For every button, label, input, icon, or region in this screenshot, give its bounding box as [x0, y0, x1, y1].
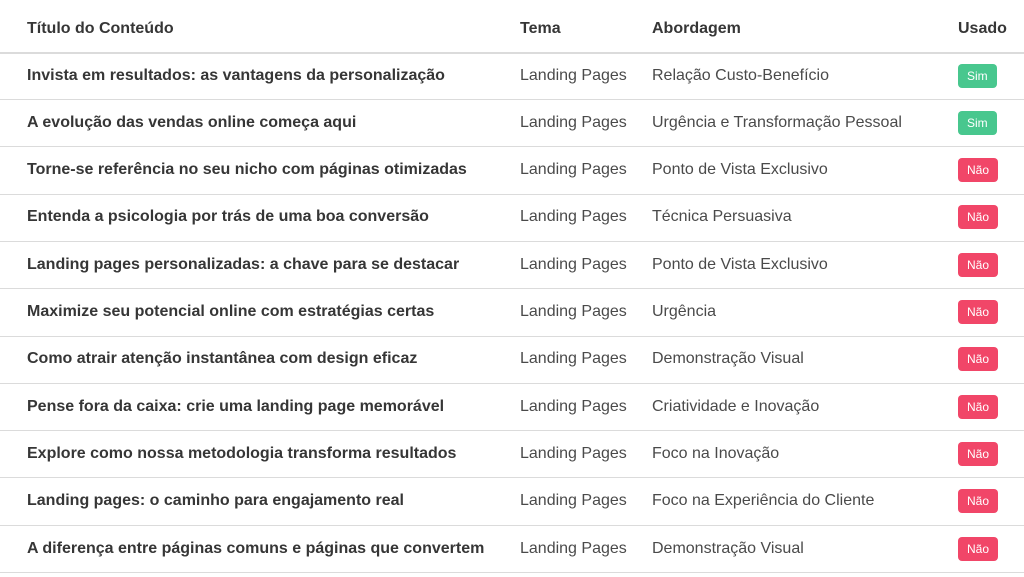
row-used: [958, 99, 1018, 146]
row-approach: Foco na Inovação: [652, 444, 780, 462]
row-used: [958, 147, 1018, 194]
row-title: Torne-se referência no seu nicho com páginas otimizadas: [27, 161, 467, 179]
row-used: [958, 241, 1018, 288]
header-used[interactable]: Usado: [958, 19, 1007, 37]
row-theme: Landing Pages: [520, 208, 627, 226]
row-used: [958, 525, 1018, 572]
row-theme: Landing Pages: [520, 303, 627, 320]
row-title: Entenda a psicologia por trás de uma boa conversão: [27, 208, 429, 226]
row-theme: Landing Pages: [520, 492, 627, 510]
row-title: Explore como nossa metodologia transforma resultados: [27, 444, 457, 462]
row-approach: Criatividade e Inovação: [652, 397, 820, 415]
table-header: [0, 5, 1024, 54]
table-row[interactable]: [0, 194, 1024, 242]
header-approach[interactable]: Abordagem: [652, 19, 741, 37]
used-status-badge[interactable]: Não: [958, 253, 998, 277]
row-theme: Landing Pages: [520, 539, 627, 557]
row-theme: Landing Pages: [520, 161, 627, 179]
row-theme: Landing Pages: [520, 350, 627, 368]
used-status-badge[interactable]: Sim: [958, 111, 997, 135]
row-approach: Foco na Experiência do Cliente: [652, 492, 875, 510]
row-title: A evolução das vendas online começa aqui: [27, 113, 357, 131]
row-title: Landing pages personalizadas: a chave para se destacar: [27, 255, 460, 273]
table-row[interactable]: [0, 147, 1024, 195]
row-theme: Landing Pages: [520, 113, 627, 131]
row-used: [958, 289, 1018, 336]
table-row[interactable]: [0, 99, 1024, 147]
table-row[interactable]: [0, 336, 1024, 384]
row-theme: Landing Pages: [520, 444, 627, 462]
row-title: Pense fora da caixa: crie uma landing page memorável: [27, 397, 445, 415]
table-row[interactable]: [0, 383, 1024, 431]
used-status-badge[interactable]: Sim: [958, 64, 997, 88]
used-status-badge[interactable]: Não: [958, 300, 998, 324]
row-approach: Urgência e Transformação Pessoal: [652, 113, 902, 131]
row-theme: Landing Pages: [520, 66, 627, 84]
row-title: Como atrair atenção instantânea com design eficaz: [27, 350, 418, 368]
header-title[interactable]: Título do Conteúdo: [27, 19, 174, 37]
table-row[interactable]: [0, 52, 1024, 100]
row-title: Landing pages: o caminho para engajamento real: [27, 492, 404, 510]
used-status-badge[interactable]: Não: [958, 205, 998, 229]
row-approach: Ponto de Vista Exclusivo: [652, 255, 828, 273]
row-used: [958, 194, 1018, 241]
used-status-badge[interactable]: Não: [958, 489, 998, 513]
used-status-badge[interactable]: Não: [958, 442, 998, 466]
row-theme: Landing Pages: [520, 255, 627, 273]
row-title: Maximize seu potencial online com estratégias certas: [27, 303, 435, 320]
row-used: [958, 383, 1018, 430]
table-row[interactable]: [0, 430, 1024, 478]
row-approach: Técnica Persuasiva: [652, 208, 792, 226]
table-row[interactable]: [0, 289, 1024, 337]
row-approach: Urgência: [652, 303, 717, 320]
row-used: [958, 52, 1018, 99]
row-title: Invista em resultados: as vantagens da personalização: [27, 66, 445, 84]
row-theme: Landing Pages: [520, 397, 627, 415]
table-row[interactable]: [0, 241, 1024, 289]
row-approach: Ponto de Vista Exclusivo: [652, 161, 828, 179]
used-status-badge[interactable]: Não: [958, 537, 998, 561]
header-theme[interactable]: Tema: [520, 19, 561, 37]
used-status-badge[interactable]: Não: [958, 158, 998, 182]
used-status-badge[interactable]: Não: [958, 347, 998, 371]
used-status-badge[interactable]: Não: [958, 395, 998, 419]
table-row[interactable]: [0, 525, 1024, 573]
row-used: [958, 336, 1018, 383]
row-title: A diferença entre páginas comuns e páginas que convertem: [27, 539, 485, 557]
row-used: [958, 478, 1018, 525]
row-approach: Demonstração Visual: [652, 539, 804, 557]
row-used: [958, 430, 1018, 477]
table-row[interactable]: [0, 478, 1024, 526]
row-approach: Demonstração Visual: [652, 350, 804, 368]
row-approach: Relação Custo-Benefício: [652, 66, 829, 84]
